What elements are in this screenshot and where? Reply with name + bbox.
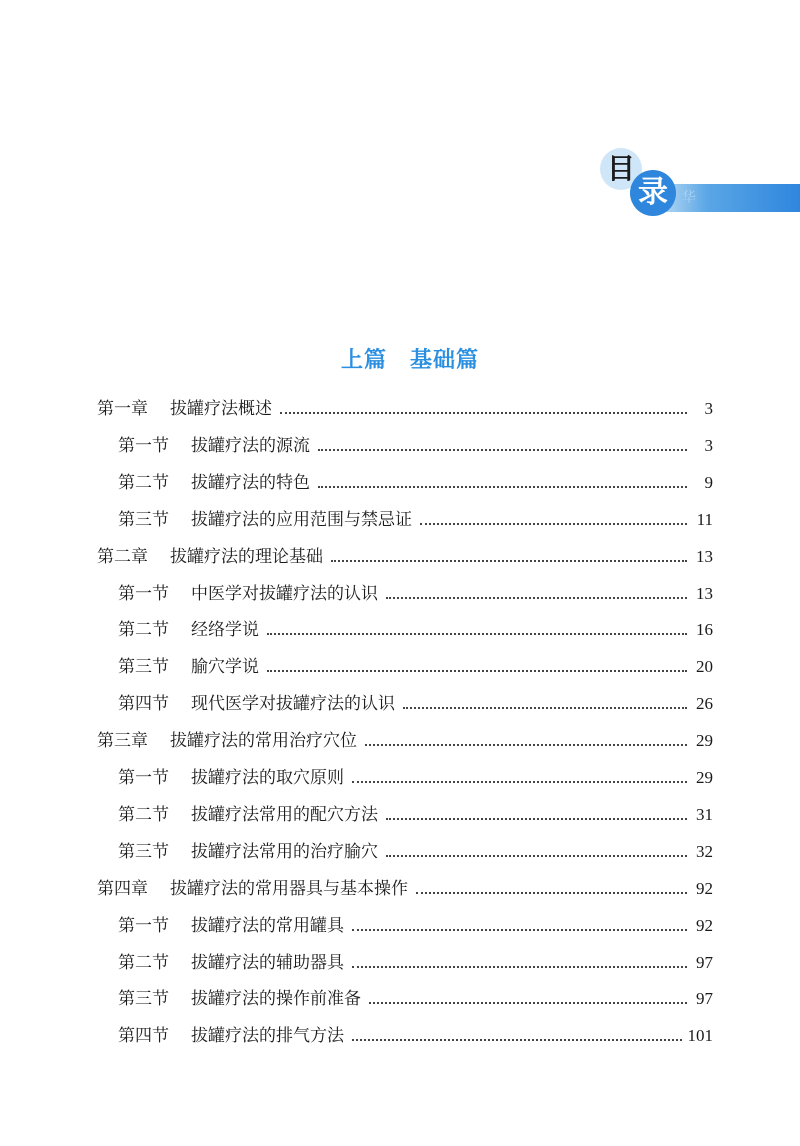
toc-entry-number: 第三节 [118, 989, 169, 1010]
toc-entry-title: 拔罐疗法的辅助器具 [191, 952, 344, 973]
toc-entry-number: 第一节 [118, 583, 169, 604]
toc-entry-page: 3 [704, 399, 713, 418]
toc-leader-dots [365, 744, 687, 746]
toc-entry-page: 26 [696, 694, 713, 714]
toc-leader-dots [386, 597, 687, 599]
toc-badge-char-1: 目 [600, 148, 642, 190]
toc-entry-number: 第二节 [118, 472, 169, 493]
toc-entry[interactable] [118, 616, 713, 644]
toc-entry-number: 第三章 [97, 731, 148, 752]
toc-entry-page: 101 [687, 1026, 713, 1046]
toc-entry-number: 第一章 [97, 399, 148, 419]
toc-leader-dots [386, 818, 687, 820]
toc-entry-page: 97 [696, 952, 713, 972]
toc-entry-number: 第二章 [97, 546, 148, 567]
toc-entry-number: 第四节 [118, 1026, 169, 1047]
toc-entry-title: 拔罐疗法的排气方法 [191, 1026, 344, 1047]
toc-leader-dots [352, 966, 687, 968]
toc-entry[interactable] [118, 912, 713, 940]
toc-entry-title: 拔罐疗法的理论基础 [170, 546, 323, 567]
toc-entry[interactable] [118, 580, 713, 608]
toc-entry-page: 3 [704, 435, 713, 455]
header-watermark: 华 [682, 190, 696, 206]
toc-entry[interactable] [118, 506, 713, 534]
toc-entry-page: 92 [696, 878, 713, 898]
toc-entry-number: 第二节 [118, 952, 169, 973]
toc-entry-page: 13 [696, 583, 713, 603]
toc-entry[interactable] [97, 727, 713, 755]
toc-leader-dots [318, 449, 687, 451]
toc-entry[interactable] [118, 1022, 713, 1050]
toc-entry-page: 32 [696, 841, 713, 861]
toc-entry-page: 92 [696, 915, 713, 935]
toc-entry-page: 16 [696, 620, 713, 640]
toc-entry-page: 29 [696, 731, 713, 751]
toc-leader-dots [403, 707, 687, 709]
toc-entry-title: 中医学对拔罐疗法的认识 [191, 583, 378, 604]
toc-entry-number: 第三节 [118, 841, 169, 862]
toc-entry-title: 拔罐疗法的常用治疗穴位 [170, 731, 357, 752]
toc-entry[interactable] [118, 653, 713, 681]
toc-entry[interactable] [118, 985, 713, 1013]
toc-entry-number: 第一节 [118, 915, 169, 936]
toc-leader-dots [386, 855, 687, 857]
toc-entry-number: 第三节 [118, 657, 169, 678]
toc-entry-page: 13 [696, 546, 713, 566]
toc-leader-dots [352, 929, 687, 931]
toc-entry[interactable] [118, 801, 713, 829]
toc-entry-number: 第二节 [118, 620, 169, 641]
toc-leader-dots [280, 412, 687, 414]
toc-entry[interactable] [97, 543, 713, 571]
toc-entry-page: 31 [696, 804, 713, 824]
toc-entry[interactable] [118, 432, 713, 460]
toc-entry[interactable] [118, 469, 713, 497]
toc-entry[interactable] [118, 949, 713, 977]
toc-entry-number: 第一节 [118, 768, 169, 788]
toc-leader-dots [420, 523, 687, 525]
toc-leader-dots [352, 1039, 682, 1041]
toc-entry-title: 拔罐疗法的取穴原则 [191, 768, 344, 788]
toc-entry-number: 第三节 [118, 509, 169, 530]
toc-entry[interactable] [118, 764, 713, 792]
toc-entry-title: 拔罐疗法常用的配穴方法 [191, 804, 378, 825]
toc-entry[interactable] [97, 395, 713, 423]
toc-entry-page: 11 [696, 509, 713, 529]
toc-entry-title: 经络学说 [191, 620, 259, 641]
toc-entry-title: 拔罐疗法的常用器具与基本操作 [170, 878, 408, 899]
toc-entry[interactable] [118, 690, 713, 718]
toc-entry-title: 拔罐疗法的应用范围与禁忌证 [191, 509, 412, 530]
toc-leader-dots [369, 1002, 687, 1004]
toc-entry-number: 第四章 [97, 878, 148, 899]
toc-entry[interactable] [97, 875, 713, 903]
toc-entry-title: 拔罐疗法常用的治疗腧穴 [191, 841, 378, 862]
toc-entry-title: 现代医学对拔罐疗法的认识 [191, 694, 395, 715]
toc-leader-dots [267, 633, 687, 635]
toc-entry-title: 拔罐疗法的操作前准备 [191, 989, 361, 1010]
toc-header-badge [598, 140, 800, 220]
toc-leader-dots [318, 486, 687, 488]
toc-entry[interactable] [118, 838, 713, 866]
toc-entry-page: 29 [696, 768, 713, 787]
toc-entry-page: 20 [696, 657, 713, 677]
toc-entry-page: 97 [696, 989, 713, 1009]
toc-entry-title: 拔罐疗法的源流 [191, 435, 310, 456]
toc-leader-dots [352, 781, 687, 783]
toc-leader-dots [416, 892, 687, 894]
toc-entry-number: 第二节 [118, 804, 169, 825]
toc-entry-title: 拔罐疗法概述 [170, 399, 272, 419]
toc-entry-number: 第一节 [118, 435, 169, 456]
toc-leader-dots [331, 560, 687, 562]
toc-entry-number: 第四节 [118, 694, 169, 715]
part-title: 上篇 基础篇 [340, 347, 479, 373]
toc-leader-dots [267, 670, 687, 672]
toc-entry-title: 拔罐疗法的特色 [191, 472, 310, 493]
toc-entry-page: 9 [704, 472, 713, 492]
toc-entry-title: 拔罐疗法的常用罐具 [191, 915, 344, 936]
toc-entry-title: 腧穴学说 [191, 657, 259, 678]
toc-badge-char-2: 录 [630, 170, 676, 216]
